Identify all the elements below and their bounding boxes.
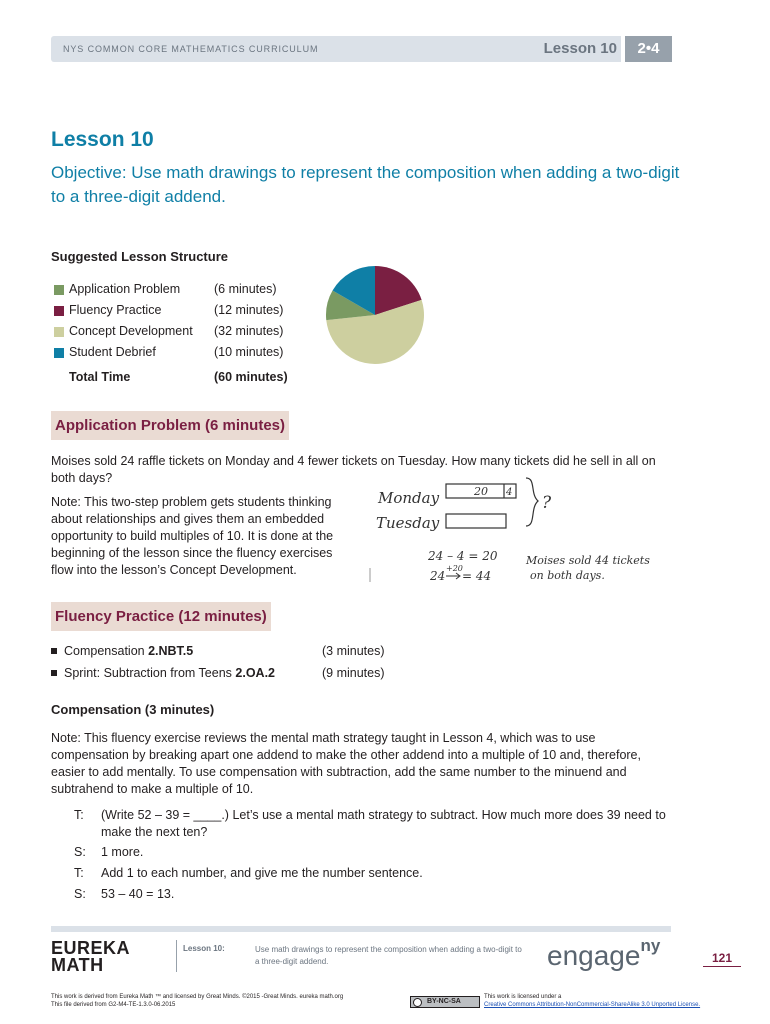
structure-label: Concept Development [69,324,193,338]
structure-row [54,303,294,324]
speaker: T: [74,808,84,822]
compensation-note: Note: This fluency exercise reviews the mental math strategy taught in Lesson 4, which was to use compensation by breaking apart one addend to make the other addend into a multiple of 10 and, therefore, easier to add mentally. To use compensation with subtraction, add the same number to the minuend and subtrahend to make a multiple of 10. [51,731,641,796]
structure-swatch [54,306,64,316]
compensation-heading: Compensation (3 minutes) [51,702,215,717]
tape-value-20: 20 [474,485,488,498]
equation-1: 24 – 4 = 20 [428,549,498,563]
bracket [526,478,538,526]
speaker: S: [74,845,86,859]
square-bullet-icon [51,648,57,654]
total-time-label: Total Time [69,370,131,384]
equation-2-right: = 44 [462,569,492,583]
speaker: T: [74,866,84,880]
arrow-icon [446,573,460,579]
eureka-math-logo: EUREKA MATH [51,938,131,975]
activity-time: (9 minutes) [322,666,385,680]
fluency-activity-list [51,644,451,688]
copyright-notice: This work is derived from Eureka Math ™ and licensed by Great Minds. ©2015 -Great Minds. eureka math.org This file derived from G2-M4-TE-1.3.0-06.2015 [51,994,344,1008]
footer-divider [176,940,177,972]
standard-code: 2.NBT.5 [148,644,194,658]
structure-label: Application Problem [69,282,181,296]
application-problem-heading: Application Problem (6 minutes) [51,411,289,440]
structure-row [54,345,294,366]
structure-label: Student Debrief [69,345,156,359]
application-problem-note: Note: This two-step problem gets students thinking about relationships and gives them an embedded opportunity to build multiples of 10. It is done at the beginning of the lesson since the fluency exercises flow into the lesson’s Concept Development. [51,495,334,577]
structure-time: (10 minutes) [214,345,284,359]
tape-value-4: 4 [506,487,513,498]
page-number: 121 [703,951,741,967]
total-time-value: (60 minutes) [214,370,288,384]
structure-time: (12 minutes) [214,303,284,317]
speaker: S: [74,887,86,901]
structure-swatch [54,348,64,358]
license-notice: This work is licensed under a Creative Commons Attribution-NonCommercial-ShareAlike 3.0 Unported License. [484,994,701,1008]
structure-row [54,324,294,345]
header-lesson-label: Lesson 10 [543,40,617,57]
list-item [51,666,451,688]
monday-label: Monday [378,489,440,507]
structure-swatch [54,327,64,337]
curriculum-name: NYS COMMON CORE MATHEMATICS CURRICULUM [63,44,319,54]
lesson-structure-heading: Suggested Lesson Structure [51,249,228,264]
tuesday-label: Tuesday [376,514,440,532]
answer-line-1: Moises sold 44 tickets [526,554,650,567]
student-work-drawing [360,476,690,590]
creative-commons-badge[interactable]: BY-NC-SA [410,996,480,1008]
activity-name: Compensation [64,644,149,658]
cc-icon [413,998,422,1007]
grade-module-badge: 2•4 [625,36,672,62]
lesson-title: Lesson 10 [51,128,154,151]
lesson-structure-table [54,282,294,384]
structure-swatch [54,285,64,295]
tuesday-tape [446,514,506,528]
answer-line-2: on both days. [530,569,605,582]
footer-lesson-label: Lesson 10: [183,944,225,953]
list-item [51,644,451,666]
license-link[interactable]: Creative Commons Attribution-NonCommercial-ShareAlike 3.0 Unported License. [484,1002,701,1008]
footer-objective: Use math drawings to represent the composition when adding a two-digit to a three-digit addend. [255,945,522,966]
dialog-text: Add 1 to each number, and give me the number sentence. [101,866,423,880]
structure-row [54,282,294,303]
lesson-structure-pie-chart [325,264,425,366]
running-header [51,36,621,62]
structure-label: Fluency Practice [69,303,162,317]
structure-time: (32 minutes) [214,324,284,338]
activity-name: Sprint: Subtraction from Teens [64,666,236,680]
activity-time: (3 minutes) [322,644,385,658]
dialog-text: 53 – 40 = 13. [101,887,175,901]
equation-2-over: +20 [446,564,463,573]
application-problem-text: Moises sold 24 raffle tickets on Monday and 4 fewer tickets on Tuesday. How many tickets did he sell in all on both days? [51,454,656,485]
dialog-text: 1 more. [101,845,144,859]
equation-2-left: 24 [430,569,446,583]
standard-code: 2.OA.2 [235,666,275,680]
question-mark: ? [542,493,552,513]
footer-rule [51,926,671,932]
fluency-practice-heading: Fluency Practice (12 minutes) [51,602,271,631]
structure-time: (6 minutes) [214,282,277,296]
square-bullet-icon [51,670,57,676]
lesson-objective: Objective: Use math drawings to represent the composition when adding a two-digit to a three-digit addend. [51,163,680,206]
engageny-logo: engage$^{ny}$ [547,936,661,971]
dialog-text: (Write 52 – 39 = ____.) Let’s use a mental math strategy to subtract. How much more does 39 need to make the next ten? [101,808,666,839]
